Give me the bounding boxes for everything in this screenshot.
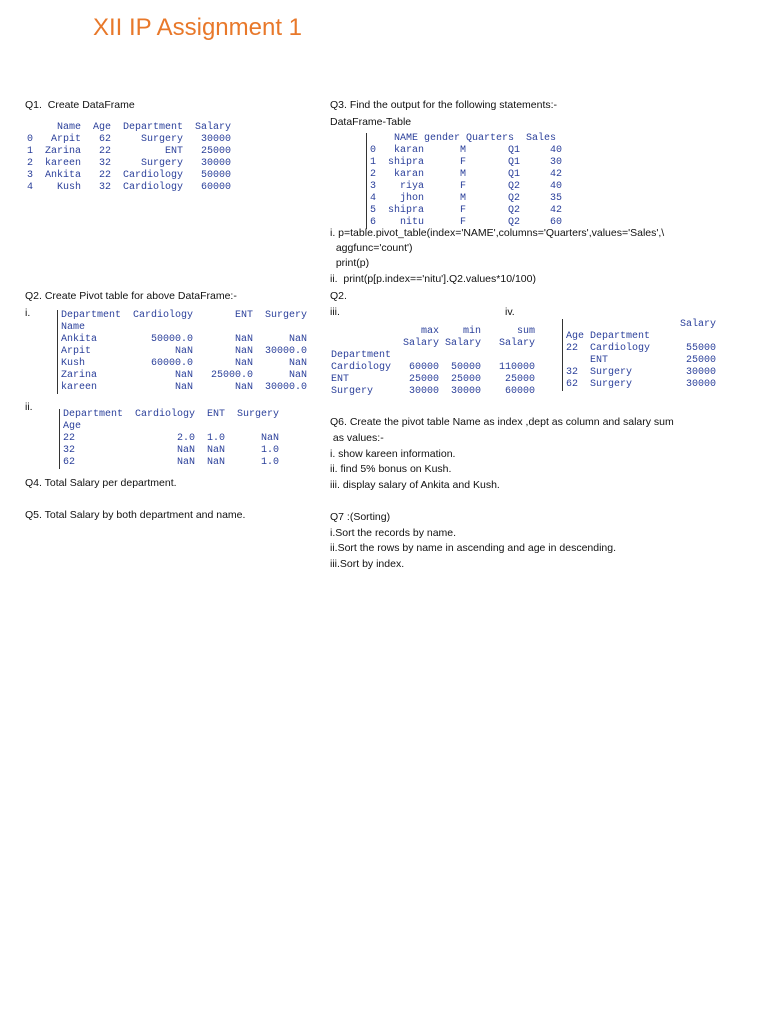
q2b-label-iv: iv. bbox=[505, 306, 515, 318]
q2-pivot-table-ii: Department Cardiology ENT Surgery Age 22 2.0 1.0 NaN 32 NaN NaN 1.0 62 NaN NaN 1.0 bbox=[59, 409, 279, 469]
q3-statement-i-line1: i. p=table.pivot_table(index='NAME',columns='Quarters',values='Sales',\ bbox=[330, 227, 665, 239]
q3-statement-i-line2: aggfunc='count') bbox=[330, 242, 413, 254]
q5-text: Q5. Total Salary by both department and name. bbox=[25, 509, 246, 521]
q2-pivot-table-i: Department Cardiology ENT Surgery Name Ankita 50000.0 NaN NaN Arpit NaN NaN 30000.0 Kush 60000.0 NaN NaN Zarina NaN 25000.0 NaN kareen NaN NaN 30000.0 bbox=[57, 310, 307, 394]
q2b-table-iv: Salary Age Department 22 Cardiology 55000 ENT 25000 32 Surgery 30000 62 Surgery 30000 bbox=[562, 319, 716, 391]
q6-heading-line2: as values:- bbox=[330, 432, 384, 444]
q7-item-i: i.Sort the records by name. bbox=[330, 527, 457, 539]
q6-item-ii: ii. find 5% bonus on Kush. bbox=[330, 463, 452, 475]
q2b-table-iii: max min sum Salary Salary Salary Department Cardiology 60000 50000 110000 ENT 25000 25000 25000 Surgery 30000 30000 60000 bbox=[331, 326, 536, 397]
q3-statement-i-line3: print(p) bbox=[330, 257, 370, 269]
q3-dataframe-table: NAME gender Quarters Sales 0 karan M Q1 40 1 shipra F Q1 30 2 karan M Q1 42 3 riya F Q2 40 4 jhon M Q2 35 5 shipra F Q2 42 6 nitu F Q2 60 bbox=[366, 133, 562, 229]
q3-heading: Q3. Find the output for the following statements:- bbox=[330, 99, 558, 111]
q2-label-ii: ii. bbox=[25, 401, 33, 413]
q4-text: Q4. Total Salary per department. bbox=[25, 477, 177, 489]
q6-item-iii: iii. display salary of Ankita and Kush. bbox=[330, 479, 500, 491]
q7-item-iii: iii.Sort by index. bbox=[330, 558, 405, 570]
q3-statement-ii: ii. print(p[p.index=='nitu'].Q2.values*10/100) bbox=[330, 273, 536, 285]
q6-item-i: i. show kareen information. bbox=[330, 448, 456, 460]
page-title: XII IP Assignment 1 bbox=[93, 14, 303, 41]
q3-subheading: DataFrame-Table bbox=[330, 116, 412, 128]
q1-dataframe-table: Name Age Department Salary 0 Arpit 62 Surgery 30000 1 Zarina 22 ENT 25000 2 kareen 32 Surgery 30000 3 Ankita 22 Cardiology 50000 4 Kush 32 Cardiology 60000 bbox=[27, 122, 232, 193]
q2b-heading: Q2. bbox=[330, 290, 347, 302]
q2b-label-iii: iii. bbox=[330, 306, 340, 318]
q7-item-ii: ii.Sort the rows by name in ascending and age in descending. bbox=[330, 542, 617, 554]
q7-heading: Q7 :(Sorting) bbox=[330, 511, 391, 523]
q2-heading: Q2. Create Pivot table for above DataFrame:- bbox=[25, 290, 237, 302]
q2-label-i: i. bbox=[25, 307, 31, 319]
q1-heading: Q1. Create DataFrame bbox=[25, 99, 135, 111]
q6-heading-line1: Q6. Create the pivot table Name as index ,dept as column and salary sum bbox=[330, 416, 674, 428]
